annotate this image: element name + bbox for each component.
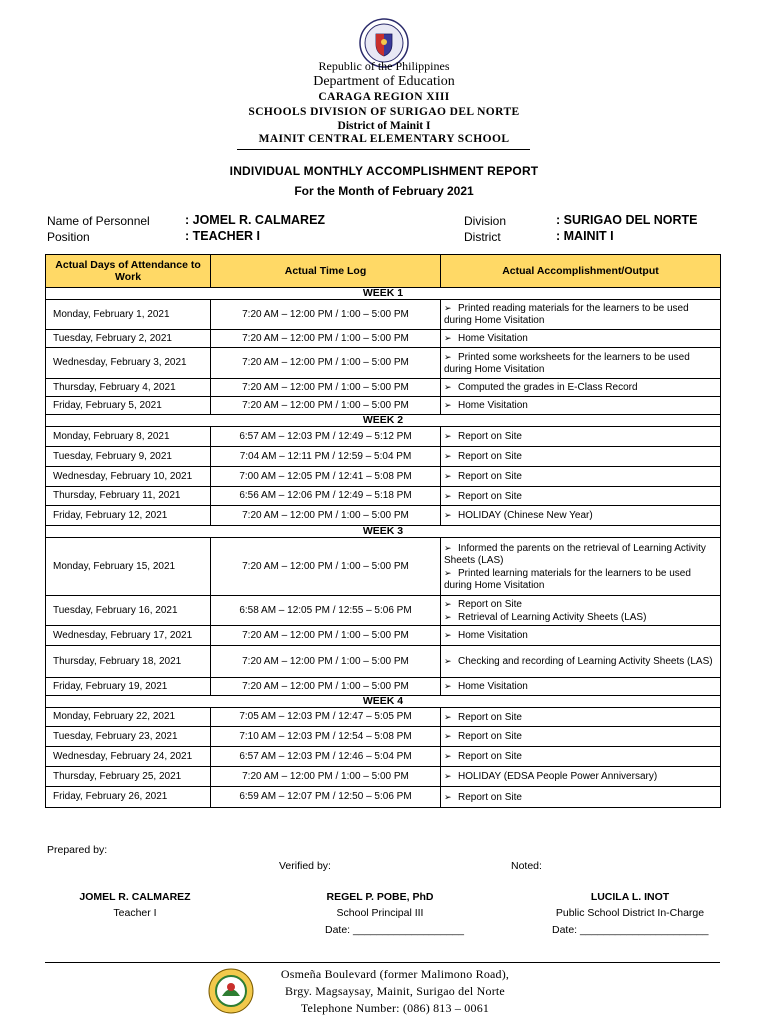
arrow-bullet-icon: ➢ xyxy=(444,382,452,392)
week-label: WEEK 3 xyxy=(46,526,721,538)
arrow-bullet-icon: ➢ xyxy=(444,791,452,802)
accomplishment xyxy=(441,487,721,506)
division-label: Division xyxy=(464,214,507,228)
table-row xyxy=(46,678,721,696)
division-value: : SURIGAO DEL NORTE xyxy=(556,213,698,227)
attendance-day: Wednesday, February 10, 2021 xyxy=(46,467,211,487)
table-row xyxy=(46,787,721,808)
time-log: 6:59 AM – 12:07 PM / 12:50 – 5:06 PM xyxy=(211,787,441,808)
attendance-day: Wednesday, February 24, 2021 xyxy=(46,747,211,767)
verified-by-label: Verified by: xyxy=(279,860,331,872)
accomplishment xyxy=(441,427,721,447)
table-row xyxy=(46,596,721,626)
name-label: Name of Personnel xyxy=(47,214,150,228)
table-row xyxy=(46,747,721,767)
attendance-day: Wednesday, February 17, 2021 xyxy=(46,626,211,646)
attendance-day: Friday, February 12, 2021 xyxy=(46,506,211,526)
accomplishment-item xyxy=(444,611,717,624)
noted-name: LUCILA L. INOT xyxy=(590,891,670,903)
accomplishment xyxy=(441,678,721,696)
accomplishment-text: HOLIDAY (Chinese New Year) xyxy=(458,510,593,521)
accomplishment-text: Report on Site xyxy=(458,451,522,462)
accomplishment xyxy=(441,626,721,646)
attendance-day: Thursday, February 18, 2021 xyxy=(46,646,211,678)
accomplishment-item xyxy=(444,430,717,443)
accomplishment-item xyxy=(444,381,717,394)
accomplishment xyxy=(441,379,721,397)
arrow-bullet-icon: ➢ xyxy=(444,751,452,761)
verified-title: School Principal III xyxy=(336,907,424,919)
accomplishment xyxy=(441,467,721,487)
arrow-bullet-icon: ➢ xyxy=(444,611,452,622)
table-row xyxy=(46,379,721,397)
prepared-title: Teacher I xyxy=(113,907,157,919)
accomplishment-text: Home Visitation xyxy=(458,333,528,344)
table-row xyxy=(46,538,721,596)
accomplishment-text: Home Visitation xyxy=(458,681,528,692)
arrow-bullet-icon: ➢ xyxy=(444,567,452,578)
header-district: District of Mainit I xyxy=(337,120,431,132)
attendance-day: Thursday, February 11, 2021 xyxy=(46,487,211,506)
district-value: : MAINIT I xyxy=(556,229,614,243)
time-log: 7:20 AM – 12:00 PM / 1:00 – 5:00 PM xyxy=(211,397,441,415)
table-row xyxy=(46,727,721,747)
time-log: 7:20 AM – 12:00 PM / 1:00 – 5:00 PM xyxy=(211,538,441,596)
week-row xyxy=(46,526,721,538)
arrow-bullet-icon: ➢ xyxy=(444,333,452,343)
prepared-name: JOMEL R. CALMAREZ xyxy=(79,891,191,903)
school-logo-icon xyxy=(208,968,254,1014)
district-label: District xyxy=(464,230,501,244)
table-row xyxy=(46,767,721,787)
accomplishment-text: Printed reading materials for the learners to be used during Home Visitation xyxy=(444,303,689,326)
accomplishment-item xyxy=(444,711,717,724)
accomplishment-item xyxy=(444,750,717,763)
accomplishment xyxy=(441,596,721,626)
arrow-bullet-icon: ➢ xyxy=(444,303,452,313)
accomplishment xyxy=(441,538,721,596)
accomplishment-text: Report on Site xyxy=(458,731,522,742)
report-subtitle: For the Month of February 2021 xyxy=(294,184,474,198)
accomplishment-text: Informed the parents on the retrieval of Learning Activity Sheets (LAS) xyxy=(444,542,706,566)
accomplishment xyxy=(441,708,721,727)
table-row xyxy=(46,646,721,678)
attendance-day: Friday, February 5, 2021 xyxy=(46,397,211,415)
arrow-bullet-icon: ➢ xyxy=(444,471,452,481)
accomplishment xyxy=(441,447,721,467)
accomplishment-text: Report on Site xyxy=(458,490,522,502)
noted-date: Date: ______________________ xyxy=(552,924,709,936)
time-log: 7:10 AM – 12:03 PM / 12:54 – 5:08 PM xyxy=(211,727,441,747)
attendance-day: Monday, February 1, 2021 xyxy=(46,300,211,330)
accomplishment-item xyxy=(444,730,717,743)
attendance-day: Thursday, February 4, 2021 xyxy=(46,379,211,397)
arrow-bullet-icon: ➢ xyxy=(444,630,452,640)
table-row xyxy=(46,330,721,348)
arrow-bullet-icon: ➢ xyxy=(444,656,452,666)
table-row xyxy=(46,708,721,727)
position-label: Position xyxy=(47,230,90,244)
time-log: 7:20 AM – 12:00 PM / 1:00 – 5:00 PM xyxy=(211,330,441,348)
table-row xyxy=(46,626,721,646)
table-row xyxy=(46,447,721,467)
accomplishment-text: Report on Site xyxy=(458,791,522,803)
table-row xyxy=(46,506,721,526)
time-log: 6:57 AM – 12:03 PM / 12:49 – 5:12 PM xyxy=(211,427,441,447)
accomplishment-text: Home Visitation xyxy=(458,400,528,411)
accomplishment-text: Report on Site xyxy=(458,711,522,723)
footer-address-2: Brgy. Magsaysay, Mainit, Surigao del Norte xyxy=(285,984,505,998)
table-row xyxy=(46,397,721,415)
arrow-bullet-icon: ➢ xyxy=(444,351,452,362)
accomplishment-text: Retrieval of Learning Activity Sheets (LAS) xyxy=(458,611,647,623)
header-region: CARAGA REGION XIII xyxy=(318,91,450,103)
accomplishment-item xyxy=(444,629,717,642)
arrow-bullet-icon: ➢ xyxy=(444,510,452,520)
attendance-day: Monday, February 8, 2021 xyxy=(46,427,211,447)
accomplishment xyxy=(441,767,721,787)
accomplishment xyxy=(441,330,721,348)
arrow-bullet-icon: ➢ xyxy=(444,451,452,461)
accomplishment xyxy=(441,397,721,415)
time-log: 6:56 AM – 12:06 PM / 12:49 – 5:18 PM xyxy=(211,487,441,506)
week-row xyxy=(46,415,721,427)
accomplishment-item xyxy=(444,490,717,503)
noted-title: Public School District In-Charge xyxy=(555,907,705,919)
table-row xyxy=(46,467,721,487)
time-log: 7:20 AM – 12:00 PM / 1:00 – 5:00 PM xyxy=(211,626,441,646)
header-republic: Republic of the Philippines xyxy=(318,59,450,73)
header-days: Actual Days of Attendance to Work xyxy=(46,255,211,288)
accomplishment-text: Printed some worksheets for the learners to be used during Home Visitation xyxy=(444,351,690,375)
verified-date: Date: ___________________ xyxy=(325,924,464,936)
attendance-table xyxy=(45,254,721,808)
arrow-bullet-icon: ➢ xyxy=(444,681,452,691)
accomplishment-item xyxy=(444,542,717,567)
footer-telephone: Telephone Number: (086) 813 – 0061 xyxy=(300,1001,490,1015)
accomplishment-item xyxy=(444,770,717,783)
attendance-day: Tuesday, February 9, 2021 xyxy=(46,447,211,467)
arrow-bullet-icon: ➢ xyxy=(444,431,452,441)
arrow-bullet-icon: ➢ xyxy=(444,542,452,553)
attendance-day: Wednesday, February 3, 2021 xyxy=(46,348,211,379)
time-log: 7:00 AM – 12:05 PM / 12:41 – 5:08 PM xyxy=(211,467,441,487)
accomplishment-item xyxy=(444,791,717,804)
prepared-by-label: Prepared by: xyxy=(47,844,108,856)
time-log: 6:57 AM – 12:03 PM / 12:46 – 5:04 PM xyxy=(211,747,441,767)
time-log: 7:20 AM – 12:00 PM / 1:00 – 5:00 PM xyxy=(211,767,441,787)
accomplishment-item xyxy=(444,302,717,327)
accomplishment-item xyxy=(444,399,717,412)
accomplishment xyxy=(441,787,721,808)
time-log: 7:20 AM – 12:00 PM / 1:00 – 5:00 PM xyxy=(211,646,441,678)
week-row xyxy=(46,288,721,300)
time-log: 6:58 AM – 12:05 PM / 12:55 – 5:06 PM xyxy=(211,596,441,626)
time-log: 7:05 AM – 12:03 PM / 12:47 – 5:05 PM xyxy=(211,708,441,727)
accomplishment xyxy=(441,747,721,767)
week-label: WEEK 4 xyxy=(46,696,721,708)
accomplishment-item xyxy=(444,655,717,668)
accomplishment-item xyxy=(444,450,717,463)
accomplishment xyxy=(441,506,721,526)
arrow-bullet-icon: ➢ xyxy=(444,771,452,781)
attendance-day: Tuesday, February 23, 2021 xyxy=(46,727,211,747)
arrow-bullet-icon: ➢ xyxy=(444,490,452,501)
attendance-day: Thursday, February 25, 2021 xyxy=(46,767,211,787)
position-value: : TEACHER I xyxy=(185,229,260,243)
attendance-day: Friday, February 26, 2021 xyxy=(46,787,211,808)
accomplishment xyxy=(441,646,721,678)
arrow-bullet-icon: ➢ xyxy=(444,731,452,741)
accomplishment-text: Computed the grades in E-Class Record xyxy=(458,382,638,393)
table-row xyxy=(46,427,721,447)
accomplishment-item xyxy=(444,567,717,592)
accomplishment-text: HOLIDAY (EDSA People Power Anniversary) xyxy=(458,771,658,782)
header-accomplishment: Actual Accomplishment/Output xyxy=(441,255,721,288)
accomplishment-item xyxy=(444,509,717,522)
header-school: MAINIT CENTRAL ELEMENTARY SCHOOL xyxy=(258,133,510,145)
week-label: WEEK 2 xyxy=(46,415,721,427)
accomplishment-item xyxy=(444,351,717,376)
footer-address-1: Osmeña Boulevard (former Malimono Road), xyxy=(280,967,510,981)
header-division: SCHOOLS DIVISION OF SURIGAO DEL NORTE xyxy=(248,106,520,118)
noted-label: Noted: xyxy=(511,860,542,872)
accomplishment-item xyxy=(444,598,717,611)
time-log: 7:20 AM – 12:00 PM / 1:00 – 5:00 PM xyxy=(211,300,441,330)
header-time-log: Actual Time Log xyxy=(211,255,441,288)
accomplishment-text: Report on Site xyxy=(458,598,522,610)
accomplishment-item xyxy=(444,332,717,345)
attendance-day: Friday, February 19, 2021 xyxy=(46,678,211,696)
accomplishment-text: Checking and recording of Learning Activity Sheets (LAS) xyxy=(458,656,713,667)
table-header-row xyxy=(46,255,721,288)
header-divider xyxy=(237,149,530,150)
report-title: INDIVIDUAL MONTHLY ACCOMPLISHMENT REPORT xyxy=(229,164,539,178)
table-row xyxy=(46,300,721,330)
accomplishment xyxy=(441,300,721,330)
attendance-day: Tuesday, February 2, 2021 xyxy=(46,330,211,348)
time-log: 7:20 AM – 12:00 PM / 1:00 – 5:00 PM xyxy=(211,379,441,397)
accomplishment-item xyxy=(444,680,717,693)
accomplishment-item xyxy=(444,470,717,483)
attendance-day: Monday, February 22, 2021 xyxy=(46,708,211,727)
accomplishment-text: Home Visitation xyxy=(458,630,528,641)
arrow-bullet-icon: ➢ xyxy=(444,711,452,722)
accomplishment-text: Report on Site xyxy=(458,471,522,482)
accomplishment-text: Printed learning materials for the learners to be used during Home Visitation xyxy=(444,567,691,591)
accomplishment xyxy=(441,348,721,379)
header-department: Department of Education xyxy=(313,74,455,89)
name-value: : JOMEL R. CALMAREZ xyxy=(185,213,326,227)
week-row xyxy=(46,696,721,708)
accomplishment xyxy=(441,727,721,747)
arrow-bullet-icon: ➢ xyxy=(444,598,452,609)
table-row xyxy=(46,487,721,506)
verified-name: REGEL P. POBE, PhD xyxy=(326,891,434,903)
accomplishment-text: Report on Site xyxy=(458,751,522,762)
attendance-day: Tuesday, February 16, 2021 xyxy=(46,596,211,626)
time-log: 7:20 AM – 12:00 PM / 1:00 – 5:00 PM xyxy=(211,348,441,379)
week-label: WEEK 1 xyxy=(46,288,721,300)
time-log: 7:20 AM – 12:00 PM / 1:00 – 5:00 PM xyxy=(211,506,441,526)
time-log: 7:20 AM – 12:00 PM / 1:00 – 5:00 PM xyxy=(211,678,441,696)
arrow-bullet-icon: ➢ xyxy=(444,400,452,410)
attendance-day: Monday, February 15, 2021 xyxy=(46,538,211,596)
time-log: 7:04 AM – 12:11 PM / 12:59 – 5:04 PM xyxy=(211,447,441,467)
footer-divider xyxy=(45,962,720,963)
table-row xyxy=(46,348,721,379)
accomplishment-text: Report on Site xyxy=(458,431,522,442)
